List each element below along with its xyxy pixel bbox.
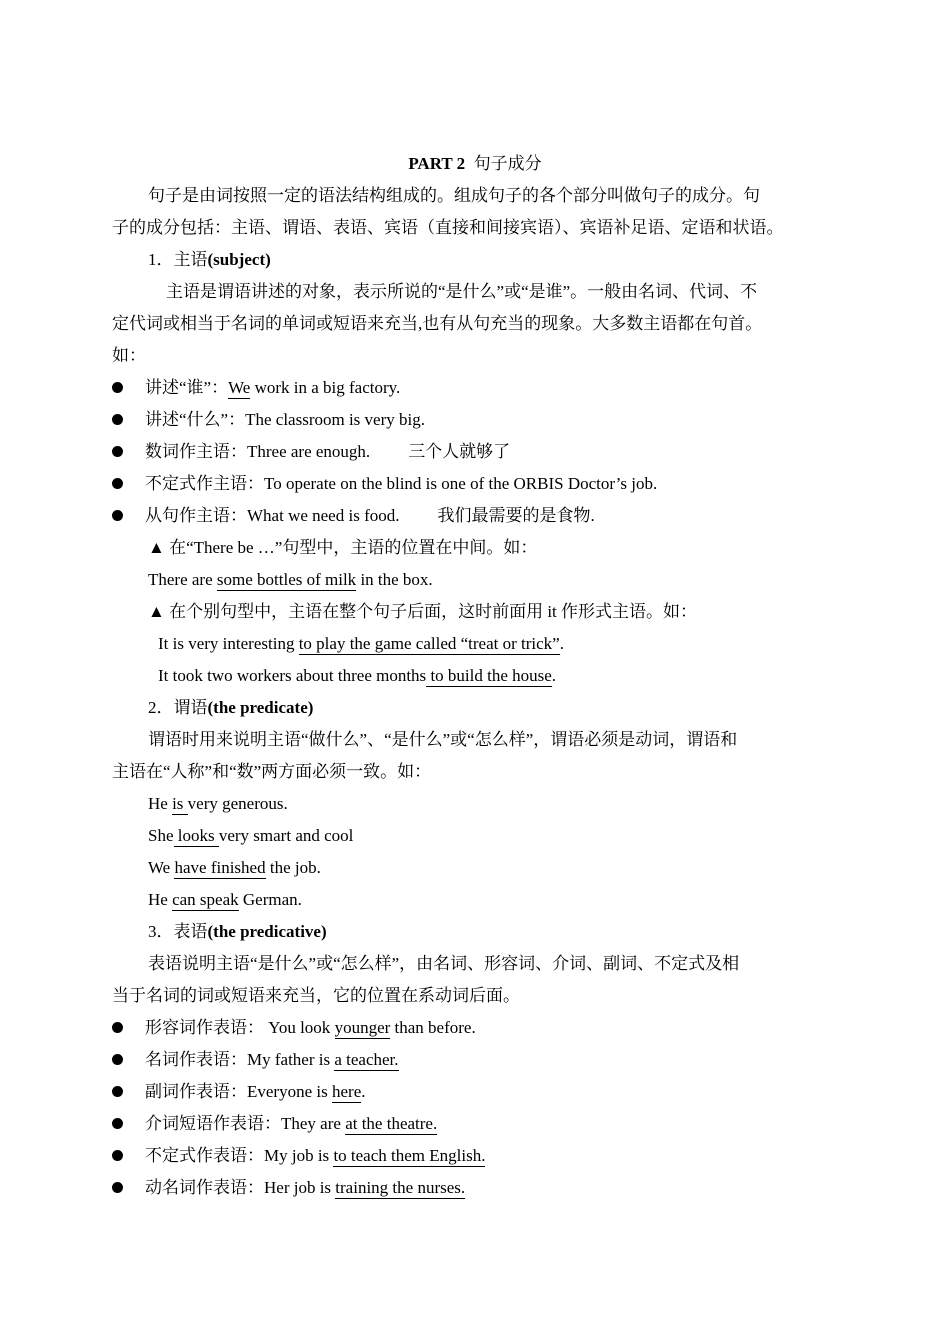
s1-para-line-3: 如： <box>112 346 146 365</box>
s2-para-line-1: 谓语时用来说明主语“做什么”、“是什么”或“怎么样”，谓语必须是动词，谓语和 <box>148 730 738 749</box>
bullet-icon <box>112 414 123 425</box>
page-title: PART 2 句子成分 <box>408 154 542 173</box>
intro-line-1: 句子是由词按照一定的语法结构组成的。组成句子的各个部分叫做句子的成分。句 <box>148 186 760 205</box>
s2-example-1: He is very generous. <box>148 794 288 813</box>
s3-bullet-2: 名词作表语：My father is a teacher. <box>145 1050 399 1069</box>
s2-example-4: He can speak German. <box>148 890 302 909</box>
s1-bullet-5: 从句作主语：What we need is food. 我们最需要的是食物. <box>145 506 595 525</box>
s3-bullet-4: 介词短语作表语：They are at the theatre. <box>145 1114 438 1133</box>
bullet-icon <box>112 382 123 393</box>
s1-bullet-4: 不定式作主语：To operate on the blind is one of the ORBIS Doctor’s job. <box>145 474 658 493</box>
s3-para-line-2: 当于名词的词或短语来充当，它的位置在系动词后面。 <box>112 986 520 1005</box>
bullet-icon <box>112 1182 123 1193</box>
section-2-heading: 2．谓语(the predicate) <box>148 698 314 717</box>
s2-example-2: She looks very smart and cool <box>148 826 354 845</box>
bullet-icon <box>112 510 123 521</box>
s1-note-2: ▲ 在个别句型中，主语在整个句子后面，这时前面用 it 作形式主语。如： <box>148 602 698 621</box>
intro-line-2: 子的成分包括：主语、谓语、表语、宾语（直接和间接宾语）、宾语补足语、定语和状语。 <box>112 218 784 237</box>
bullet-icon <box>112 1150 123 1161</box>
s1-example-2: It is very interesting to play the game called “treat or trick”. <box>158 634 564 653</box>
s3-bullet-1: 形容词作表语： You look younger than before. <box>145 1018 476 1037</box>
s1-bullet-2: 讲述“什么”：The classroom is very big. <box>145 410 425 429</box>
bullet-icon <box>112 1022 123 1033</box>
s1-bullet-3: 数词作主语：Three are enough. 三个人就够了 <box>145 442 511 461</box>
bullet-icon <box>112 1118 123 1129</box>
s3-bullet-6: 动名词作表语：Her job is training the nurses. <box>145 1178 466 1197</box>
s1-example-1: There are some bottles of milk in the box. <box>148 570 433 589</box>
section-3-heading: 3．表语(the predicative) <box>148 922 327 941</box>
s3-bullet-5: 不定式作表语：My job is to teach them English. <box>145 1146 486 1165</box>
s3-para-line-1: 表语说明主语“是什么”或“怎么样”，由名词、形容词、介词、副词、不定式及相 <box>148 954 740 973</box>
s2-para-line-2: 主语在“人称”和“数”两方面必须一致。如： <box>112 762 432 781</box>
bullet-icon <box>112 1086 123 1097</box>
bullet-icon <box>112 1054 123 1065</box>
s1-para-line-1: 主语是谓语讲述的对象，表示所说的“是什么”或“是谁”。一般由名词、代词、不 <box>166 282 758 301</box>
s1-bullet-1: 讲述“谁”：We work in a big factory. <box>145 378 401 397</box>
s1-para-line-2: 定代词或相当于名词的单词或短语来充当,也有从句充当的现象。大多数主语都在句首。 <box>112 314 763 333</box>
s1-note-1: ▲ 在“There be …”句型中，主语的位置在中间。如： <box>148 538 538 557</box>
section-1-heading: 1．主语(subject) <box>148 250 271 269</box>
s3-bullet-3: 副词作表语：Everyone is here. <box>145 1082 366 1101</box>
s2-example-3: We have finished the job. <box>148 858 321 877</box>
s1-example-3: It took two workers about three months to build the house. <box>158 666 557 685</box>
bullet-icon <box>112 446 123 457</box>
bullet-icon <box>112 478 123 489</box>
